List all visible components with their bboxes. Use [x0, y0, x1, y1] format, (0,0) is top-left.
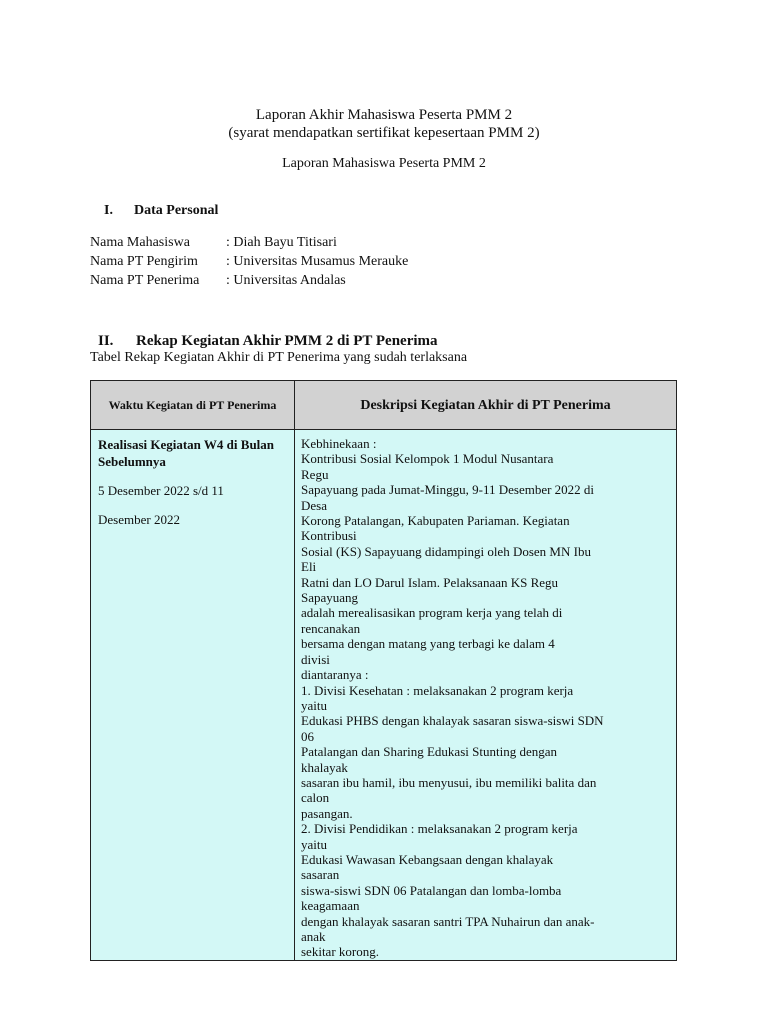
table-row	[91, 430, 677, 961]
section-number: I.	[104, 203, 113, 218]
description-line: rencanakan	[301, 620, 361, 636]
description-line: yaitu	[301, 836, 327, 852]
personal-row-mahasiswa	[90, 233, 337, 252]
description-line: yaitu	[301, 697, 327, 713]
description-line: Patalangan dan Sharing Edukasi Stunting dengan	[301, 744, 557, 760]
description-line: Kebhinekaan :	[301, 436, 377, 451]
personal-value: : Diah Bayu Titisari	[226, 235, 337, 250]
personal-label: Nama Mahasiswa	[90, 235, 190, 250]
description-line: Regu	[301, 466, 329, 482]
waktu-date-start: 5 Desember 2022 s/d 11	[98, 483, 224, 498]
section-heading-rekap	[98, 333, 438, 350]
description-line: Edukasi PHBS dengan khalayak sasaran siswa-siswi SDN	[301, 713, 604, 729]
description-line: pasangan.	[301, 805, 353, 821]
waktu-heading: Realisasi Kegiatan W4 di Bulan Sebelumnya	[98, 437, 275, 469]
report-subtitle: Laporan Mahasiswa Peserta PMM 2	[282, 156, 486, 171]
description-line: divisi	[301, 651, 330, 667]
description-line: Korong Patalangan, Kabupaten Pariaman. Kegiatan	[301, 513, 570, 529]
description-line: khalayak	[301, 759, 348, 775]
section-title: Data Personal	[134, 203, 219, 218]
description-line: Sosial (KS) Sapayuang didampingi oleh Dosen MN Ibu	[301, 543, 591, 559]
personal-row-pt-penerima	[90, 271, 346, 290]
description-line: diantaranya :	[301, 667, 369, 683]
description-line: keagamaan	[301, 898, 360, 914]
description-line: sekitar korong.	[301, 944, 379, 960]
personal-label: Nama PT Pengirim	[90, 254, 198, 269]
section-heading-data-personal	[104, 202, 218, 219]
personal-value: : Universitas Musamus Merauke	[226, 254, 409, 269]
description-line: 06	[301, 728, 314, 744]
description-line: 1. Divisi Kesehatan : melaksanakan 2 program kerja	[301, 682, 574, 698]
description-line: calon	[301, 790, 330, 806]
report-title-note: (syarat mendapatkan sertifikat kepesertaan PMM 2)	[228, 125, 540, 141]
description-line: Kontribusi	[301, 528, 357, 544]
description-line: Edukasi Wawasan Kebangsaan dengan khalayak	[301, 851, 554, 867]
table-caption: Tabel Rekap Kegiatan Akhir di PT Penerima yang sudah terlaksana	[90, 350, 468, 365]
personal-value: : Universitas Andalas	[226, 273, 346, 288]
description-line: sasaran ibu hamil, ibu menyusui, ibu memiliki balita dan	[301, 774, 597, 790]
report-title: Laporan Akhir Mahasiswa Peserta PMM 2	[255, 107, 513, 123]
description-line: bersama dengan matang yang terbagi ke dalam 4	[301, 636, 555, 652]
column-header-deskripsi: Deskripsi Kegiatan Akhir di PT Penerima	[295, 381, 677, 430]
description-line: Sapayuang pada Jumat-Minggu, 9-11 Desember 2022 di	[301, 482, 595, 498]
description-line: adalah merealisasikan program kerja yang telah di	[301, 605, 563, 621]
section-title: Rekap Kegiatan Akhir PMM 2 di PT Penerima	[136, 333, 438, 349]
description-line: Eli	[301, 559, 317, 575]
description-line: anak	[301, 929, 326, 944]
description-line: Kontribusi Sosial Kelompok 1 Modul Nusantara	[301, 451, 554, 467]
column-header-waktu: Waktu Kegiatan di PT Penerima	[91, 381, 295, 430]
waktu-date-end: Desember 2022	[98, 512, 180, 527]
description-line: Desa	[301, 497, 327, 513]
section-number: II.	[98, 333, 114, 349]
personal-label: Nama PT Penerima	[90, 273, 200, 288]
activity-table	[90, 380, 677, 961]
table-header-row	[91, 381, 677, 430]
description-line: Sapayuang	[301, 590, 359, 606]
personal-row-pt-pengirim	[90, 252, 408, 271]
waktu-cell	[91, 430, 295, 961]
description-line: 2. Divisi Pendidikan : melaksanakan 2 program kerja	[301, 821, 578, 837]
description-line: siswa-siswi SDN 06 Patalangan dan lomba-lomba	[301, 882, 562, 898]
description-line: dengan khalayak sasaran santri TPA Nuhairun dan anak-	[301, 913, 595, 929]
description-cell	[295, 430, 677, 961]
description-line: Ratni dan LO Darul Islam. Pelaksanaan KS Regu	[301, 574, 559, 590]
description-line: sasaran	[301, 867, 340, 883]
